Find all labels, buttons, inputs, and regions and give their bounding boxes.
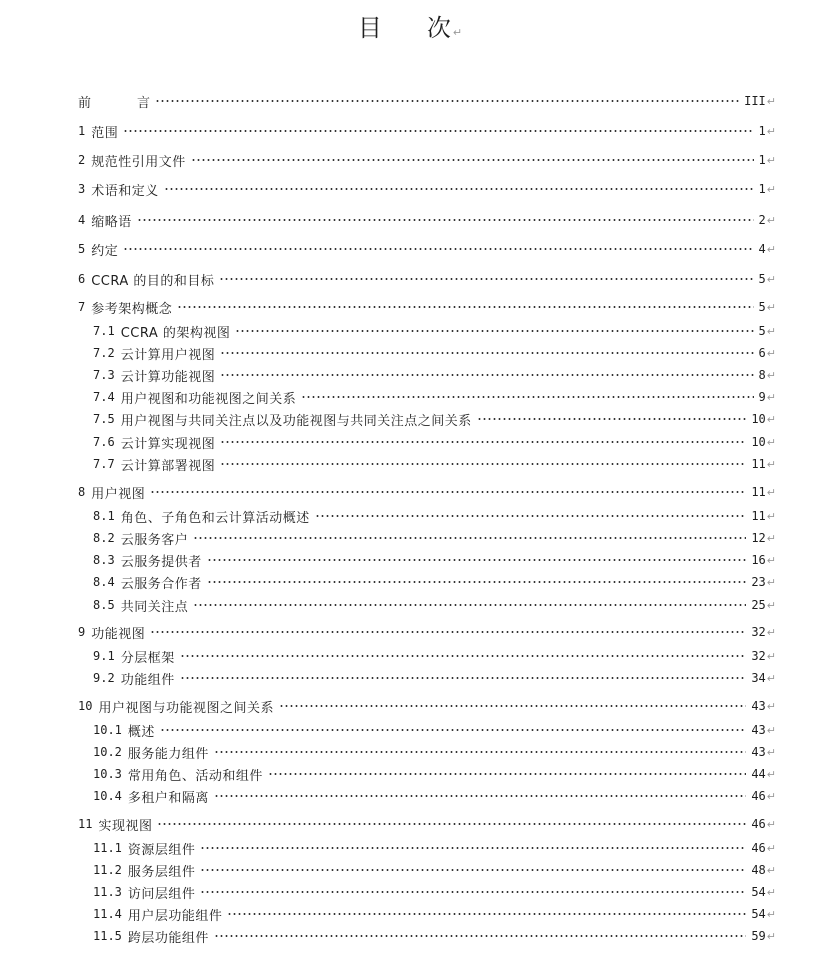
paragraph-mark: ↵ — [766, 324, 776, 338]
toc-entry-title: 缩略语 — [91, 214, 132, 230]
toc-entry-number: 10 — [78, 699, 93, 713]
toc-entry-page: 43 — [751, 745, 766, 759]
toc-entry[interactable] — [78, 122, 776, 140]
dot-leader — [193, 600, 746, 610]
dot-leader — [219, 274, 753, 284]
dot-leader — [193, 533, 746, 543]
paragraph-mark: ↵ — [766, 723, 776, 737]
paragraph-mark: ↵ — [766, 412, 776, 426]
title-char-2: 次 — [426, 14, 452, 42]
toc-entry[interactable] — [93, 721, 776, 739]
toc-entry-number: 8.2 — [93, 531, 115, 545]
toc-entry-page: 11 — [751, 457, 766, 471]
toc-entry-page: 5 — [758, 272, 766, 286]
toc-entry-title: 分层框架 — [120, 650, 175, 666]
toc-entry[interactable] — [78, 240, 776, 258]
dot-leader — [214, 791, 746, 801]
dot-leader — [200, 887, 746, 897]
toc-entry-number: 9.2 — [93, 671, 115, 685]
toc-entry-page: 43 — [751, 699, 766, 713]
toc-entry-page: 44 — [751, 767, 766, 781]
dot-leader — [301, 392, 753, 402]
toc-entry-title: 云计算部署视图 — [120, 458, 216, 474]
toc-entry-page: 46 — [751, 789, 766, 803]
toc-entry-number: 8.1 — [93, 509, 115, 523]
dot-leader — [177, 302, 753, 312]
paragraph-mark: ↵ — [766, 153, 776, 167]
paragraph-mark: ↵ — [766, 272, 776, 286]
toc-entry-title: 实现视图 — [98, 818, 153, 834]
toc-entry[interactable] — [93, 927, 776, 945]
dot-leader — [220, 348, 753, 358]
foreword-page-number: III — [744, 94, 766, 108]
dot-leader — [180, 673, 747, 683]
foreword-char-2: 言 — [137, 95, 151, 111]
dot-leader — [279, 701, 746, 711]
toc-entry-title: 参考架构概念 — [91, 301, 173, 317]
toc-entry-number: 1 — [78, 124, 86, 138]
toc-entry-number: 10.4 — [93, 789, 122, 803]
toc-entry-page: 43 — [751, 723, 766, 737]
paragraph-mark: ↵ — [766, 213, 776, 227]
toc-entry-title: 功能组件 — [120, 672, 175, 688]
paragraph-mark: ↵ — [766, 745, 776, 759]
toc-entry[interactable] — [93, 388, 776, 406]
toc-entry-number: 10.2 — [93, 745, 122, 759]
toc-entry-number: 6 — [78, 272, 86, 286]
toc-entry-page: 1 — [758, 124, 766, 138]
dot-leader — [207, 577, 747, 587]
toc-entry-page: 5 — [758, 300, 766, 314]
toc-entry-number: 11.3 — [93, 885, 122, 899]
toc-entry[interactable] — [78, 623, 776, 641]
toc-entry-number: 9 — [78, 625, 86, 639]
toc-entry-title: 用户视图和功能视图之间关系 — [120, 391, 297, 407]
dot-leader — [157, 819, 746, 829]
toc-entry-number: 10.1 — [93, 723, 122, 737]
toc-entry-title: 云计算功能视图 — [120, 369, 216, 385]
dot-leader — [200, 843, 746, 853]
toc-entry[interactable] — [78, 815, 776, 833]
paragraph-mark: ↵ — [766, 863, 776, 877]
toc-entry[interactable] — [78, 483, 776, 501]
toc-entry-page: 59 — [751, 929, 766, 943]
toc-entry[interactable] — [93, 787, 776, 805]
toc-entry-number: 10.3 — [93, 767, 122, 781]
toc-entry[interactable] — [93, 433, 776, 451]
toc-entry-page: 48 — [751, 863, 766, 877]
toc-entry-page: 16 — [751, 553, 766, 567]
toc-entry[interactable] — [93, 905, 776, 923]
toc-entry-number: 11.2 — [93, 863, 122, 877]
dot-leader — [180, 651, 747, 661]
dot-leader — [214, 747, 746, 757]
toc-entry[interactable] — [93, 573, 776, 591]
toc-entry-page: 46 — [751, 817, 766, 831]
toc-entry-page: 5 — [758, 324, 766, 338]
toc-entry-number: 7.3 — [93, 368, 115, 382]
toc-entry-title: 多租户和隔离 — [127, 790, 209, 806]
paragraph-mark: ↵ — [766, 124, 776, 138]
toc-entry-number: 11.5 — [93, 929, 122, 943]
toc-entry-page: 8 — [758, 368, 766, 382]
toc-entry-title: 共同关注点 — [120, 599, 189, 615]
toc-entry[interactable] — [78, 298, 776, 316]
paragraph-mark: ↵ — [766, 671, 776, 685]
paragraph-mark: ↵ — [766, 300, 776, 314]
toc-entry-page: 4 — [758, 242, 766, 256]
toc-entry-page: 10 — [751, 435, 766, 449]
toc-entry[interactable] — [93, 410, 776, 428]
toc-entry-number: 2 — [78, 153, 86, 167]
paragraph-mark: ↵ — [766, 789, 776, 803]
dot-leader — [315, 511, 747, 521]
dot-leader — [235, 326, 753, 336]
paragraph-mark: ↵ — [766, 390, 776, 404]
paragraph-mark: ↵ — [452, 26, 464, 39]
dot-leader — [164, 184, 754, 194]
toc-entry-number: 7.5 — [93, 412, 115, 426]
toc-entry-page: 9 — [758, 390, 766, 404]
toc-entry-page: 23 — [751, 575, 766, 589]
dot-leader — [220, 459, 746, 469]
dot-leader — [477, 414, 747, 424]
dot-leader — [207, 555, 747, 565]
toc-entry-page: 11 — [751, 485, 766, 499]
paragraph-mark: ↵ — [766, 841, 776, 855]
toc-entry-number: 7.7 — [93, 457, 115, 471]
toc-entry[interactable] — [93, 839, 776, 857]
dot-leader — [200, 865, 746, 875]
toc-entry[interactable] — [78, 151, 776, 169]
toc-entry-number: 11.4 — [93, 907, 122, 921]
toc-entry-title: 云服务合作者 — [120, 576, 202, 592]
toc-entry-page: 34 — [751, 671, 766, 685]
paragraph-mark: ↵ — [766, 767, 776, 781]
paragraph-mark: ↵ — [766, 598, 776, 612]
dot-leader — [227, 909, 746, 919]
toc-entry-title: CCRA 的架构视图 — [120, 325, 231, 341]
toc-entry-number: 11.1 — [93, 841, 122, 855]
toc-entry[interactable] — [78, 270, 776, 288]
title-char-1: 目 — [357, 14, 383, 42]
toc-entry[interactable] — [93, 765, 776, 783]
toc-entry-title: 功能视图 — [91, 626, 146, 642]
dot-leader — [150, 627, 746, 637]
toc-entry-number: 9.1 — [93, 649, 115, 663]
paragraph-mark: ↵ — [766, 625, 776, 639]
toc-entry[interactable] — [93, 861, 776, 879]
dot-leader — [214, 931, 746, 941]
toc-foreword-row[interactable] — [78, 92, 776, 110]
toc-entry[interactable] — [93, 455, 776, 473]
paragraph-mark: ↵ — [766, 346, 776, 360]
toc-entry-title: 访问层组件 — [127, 886, 196, 902]
toc-entry-number: 4 — [78, 213, 86, 227]
toc-entry-title: 角色、子角色和云计算活动概述 — [120, 510, 310, 526]
toc-entry-number: 11 — [78, 817, 93, 831]
dot-leader — [220, 370, 753, 380]
toc-entry[interactable] — [93, 647, 776, 665]
paragraph-mark: ↵ — [766, 485, 776, 499]
toc-entry-title: 概述 — [127, 724, 155, 740]
toc-entry-page: 32 — [751, 649, 766, 663]
paragraph-mark: ↵ — [766, 885, 776, 899]
toc-entry-title: CCRA 的目的和目标 — [91, 273, 215, 289]
toc-entry[interactable] — [93, 596, 776, 614]
paragraph-mark: ↵ — [766, 182, 776, 196]
toc-entry-title: 规范性引用文件 — [91, 154, 186, 170]
toc-entry-page: 25 — [751, 598, 766, 612]
toc-entry[interactable] — [93, 551, 776, 569]
toc-entry-number: 5 — [78, 242, 86, 256]
toc-entry[interactable] — [78, 180, 776, 198]
toc-entry-page: 10 — [751, 412, 766, 426]
toc-entry-title: 用户层功能组件 — [127, 908, 223, 924]
toc-entry-number: 7 — [78, 300, 86, 314]
toc-entry-title: 范围 — [91, 125, 119, 141]
toc-entry-number: 3 — [78, 182, 86, 196]
toc-entry-page: 6 — [758, 346, 766, 360]
toc-entry-title: 服务层组件 — [127, 864, 196, 880]
toc-entry-page: 54 — [751, 907, 766, 921]
paragraph-mark: ↵ — [766, 929, 776, 943]
dot-leader — [220, 437, 746, 447]
toc-entry-page: 2 — [758, 213, 766, 227]
paragraph-mark: ↵ — [766, 457, 776, 471]
paragraph-mark: ↵ — [766, 649, 776, 663]
paragraph-mark: ↵ — [766, 242, 776, 256]
toc-entry[interactable] — [93, 669, 776, 687]
toc-entry-title: 云计算用户视图 — [120, 347, 216, 363]
toc-entry[interactable] — [93, 883, 776, 901]
foreword-char-1: 前 — [78, 95, 92, 111]
dot-leader — [191, 155, 754, 165]
paragraph-mark: ↵ — [766, 94, 776, 108]
toc-entry-title: 服务能力组件 — [127, 746, 209, 762]
toc-entry-title: 术语和定义 — [91, 183, 159, 199]
toc-entry-page: 32 — [751, 625, 766, 639]
dot-leader — [137, 215, 754, 225]
dot-leader — [123, 126, 753, 136]
dot-leader — [150, 487, 746, 497]
paragraph-mark: ↵ — [766, 509, 776, 523]
dot-leader — [155, 96, 739, 106]
toc-entry[interactable] — [93, 743, 776, 761]
toc-entry-number: 7.2 — [93, 346, 115, 360]
toc-entry-page: 12 — [751, 531, 766, 545]
paragraph-mark: ↵ — [766, 817, 776, 831]
toc-entry-page: 46 — [751, 841, 766, 855]
paragraph-mark: ↵ — [766, 553, 776, 567]
toc-entry-page: 1 — [758, 182, 766, 196]
toc-entry-title: 云服务客户 — [120, 532, 189, 548]
toc-entry-number: 7.6 — [93, 435, 115, 449]
toc-entry[interactable] — [93, 529, 776, 547]
toc-entry-number: 8 — [78, 485, 86, 499]
toc-entry-title: 用户视图与功能视图之间关系 — [98, 700, 274, 716]
toc-entry-title: 云计算实现视图 — [120, 436, 216, 452]
toc-entry-number: 8.4 — [93, 575, 115, 589]
toc-entry-title: 常用角色、活动和组件 — [127, 768, 263, 784]
toc-entry-title: 跨层功能组件 — [127, 930, 209, 946]
toc-entry-title: 用户视图与共同关注点以及功能视图与共同关注点之间关系 — [120, 413, 472, 429]
toc-entry-page: 11 — [751, 509, 766, 523]
toc-entry-page: 54 — [751, 885, 766, 899]
toc-entry-number: 7.4 — [93, 390, 115, 404]
toc-entry[interactable] — [78, 697, 776, 715]
toc-entry-title: 约定 — [91, 243, 119, 259]
foreword-label — [78, 92, 150, 111]
paragraph-mark: ↵ — [766, 699, 776, 713]
paragraph-mark: ↵ — [766, 907, 776, 921]
paragraph-mark: ↵ — [766, 435, 776, 449]
paragraph-mark: ↵ — [766, 368, 776, 382]
toc-entry-number: 8.5 — [93, 598, 115, 612]
paragraph-mark: ↵ — [766, 575, 776, 589]
toc-entry-page: 1 — [758, 153, 766, 167]
paragraph-mark: ↵ — [766, 531, 776, 545]
toc-entry-number: 8.3 — [93, 553, 115, 567]
toc-entry-number: 7.1 — [93, 324, 115, 338]
toc-entry-title: 资源层组件 — [127, 842, 196, 858]
toc-entry[interactable] — [93, 366, 776, 384]
toc-entry[interactable] — [93, 507, 776, 525]
dot-leader — [160, 725, 746, 735]
toc-entry-title: 云服务提供者 — [120, 554, 202, 570]
toc-entry[interactable] — [93, 344, 776, 362]
dot-leader — [268, 769, 746, 779]
toc-entry[interactable] — [78, 211, 776, 229]
toc-entry-title: 用户视图 — [91, 486, 146, 502]
toc-entry[interactable] — [93, 322, 776, 340]
dot-leader — [123, 244, 753, 254]
